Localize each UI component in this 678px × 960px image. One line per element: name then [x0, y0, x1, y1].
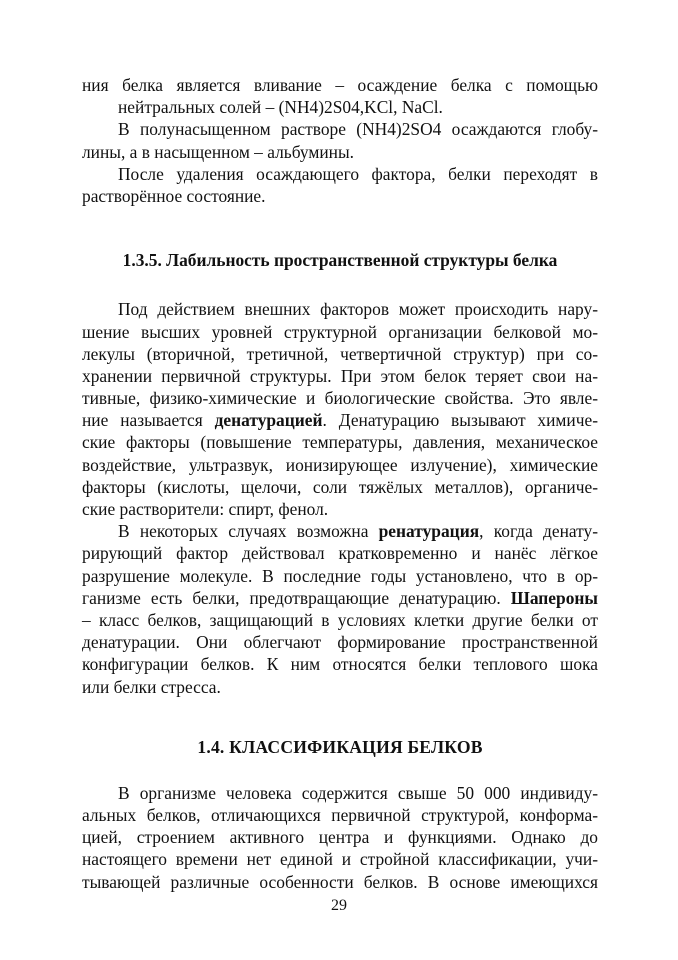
page-text — [82, 74, 598, 893]
text-line: лины, а в насыщенном – альбумины. — [82, 141, 354, 162]
text-line: растворённое состояние. — [82, 185, 266, 206]
text-line: тывающей различные особенности белков. В основе имеющихся — [82, 871, 598, 892]
text-line: конфигурации белков. К ним относятся белки теплового шока — [82, 654, 598, 675]
text-line: или белки стресса. — [82, 676, 221, 697]
text-line: воздействие, ультразвук, ионизирующее излучение), химические — [82, 454, 598, 475]
paragraph — [82, 163, 598, 207]
text-line: факторы (кислоты, щелочи, соли тяжёлых металлов), органиче- — [82, 476, 598, 497]
paragraph — [82, 298, 598, 520]
paragraph — [82, 74, 598, 118]
text-fragment: ганизме есть белки, предотвращающие денатурацию. — [82, 587, 511, 608]
text-fragment: , когда денату- — [479, 521, 598, 542]
text-line: тивные, физико-химические и биологические свойства. Это явле- — [82, 388, 598, 409]
text-line — [82, 409, 598, 431]
text-line: разрушение молекуле. В последние годы установлено, что в ор- — [82, 565, 598, 586]
term-renaturation: ренатурация — [378, 521, 480, 542]
text-fragment: В некоторых случаях возможна — [118, 521, 379, 542]
text-line: ские растворители: спирт, фенол. — [82, 499, 329, 520]
text-line: ния белка является вливание – осаждение белка с помощью — [82, 75, 598, 95]
text-line: Под действием внешних факторов может происходить нару- — [118, 299, 598, 320]
paragraph — [82, 118, 598, 162]
paragraph — [82, 520, 598, 698]
text-line: ские факторы (повышение температуры, давления, механическое — [82, 432, 598, 453]
text-line: лекулы (вторичной, третичной, четвертичной структур) при со- — [82, 343, 598, 364]
text-line: рирующий фактор действовал кратковременно и нанёс лёгкое — [82, 543, 598, 564]
text-fragment: ние называется — [82, 410, 215, 431]
chapter-heading: 1.4. КЛАССИФИКАЦИЯ БЕЛКОВ — [197, 736, 483, 757]
text-line: цией, строением активного центра и функциями. Однако до — [82, 827, 598, 848]
text-line: нейтральных солей – (NH4)2S04,KCl, NaCl. — [118, 97, 443, 118]
text-line: В организме человека содержится свыше 50 000 индивиду- — [118, 782, 598, 803]
text-line: шение высших уровней структурной организации белковой мо- — [82, 321, 598, 342]
section-heading: 1.3.5. Лабильность пространственной структуры белка — [122, 250, 558, 271]
text-line: денатурации. Они облегчают формирование пространственной — [82, 632, 598, 653]
paragraph — [82, 782, 598, 893]
page-number: 29 — [331, 897, 347, 914]
text-line: В полунасыщенном растворе (NH4)2SO4 осаждаются глобу- — [118, 119, 598, 140]
term-chaperones: Шапероны — [510, 587, 598, 608]
text-line — [82, 520, 598, 542]
text-line: – класс белков, защищающий в условиях клетки другие белки от — [82, 609, 598, 630]
text-line: настоящего времени нет единой и стройной классификации, учи- — [82, 849, 598, 870]
text-fragment: . Денатурацию вызывают химиче- — [322, 410, 598, 431]
term-denaturation: денатурацией — [214, 410, 323, 431]
text-line — [82, 587, 598, 609]
text-line: После удаления осаждающего фактора, белки переходят в — [118, 163, 598, 184]
text-line: альных белков, отличающихся первичной структурой, конформа- — [82, 805, 598, 826]
text-line: хранении первичной структуры. При этом белок теряет свои на- — [82, 365, 598, 386]
